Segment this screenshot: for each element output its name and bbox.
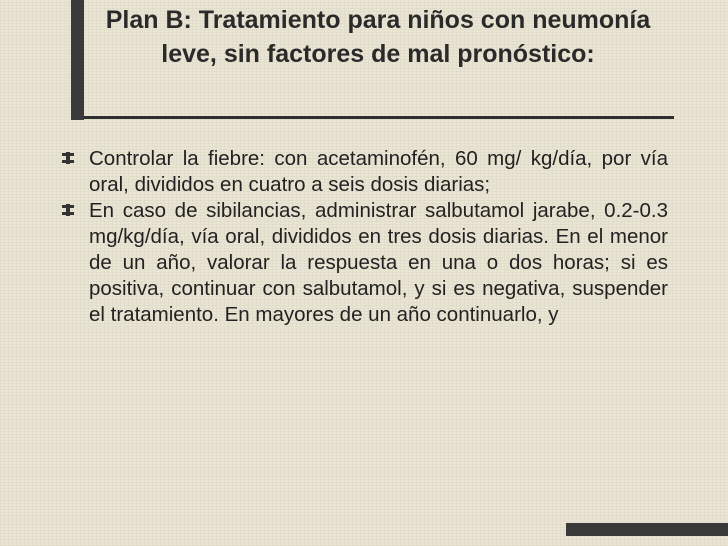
square-bullet-icon — [62, 204, 74, 216]
title-underline — [84, 116, 674, 119]
square-bullet-icon — [62, 152, 74, 164]
bullet-text-wheezing: En caso de sibilancias, administrar salbutamol jarabe, 0.2-0.3 mg/kg/día, vía oral, divididos en tres dosis diarias. En el menor de un año, valorar la respuesta en una o dos horas; si es positiva, continuar con salbutamol, y si es negativa, suspender el tratamiento. En mayores de un año continuarlo, y — [89, 199, 668, 326]
decorative-bottom-bar — [566, 523, 728, 536]
bullet-text-fever: Controlar la fiebre: con acetaminofén, 60 mg/ kg/día, por vía oral, divididos en cuatro a seis dosis diarias; — [89, 147, 668, 196]
slide-title: Plan B: Tratamiento para niños con neumonía leve, sin factores de mal pronóstico: — [105, 6, 651, 68]
bullet-item-wheezing — [62, 198, 668, 328]
bullet-list — [62, 146, 668, 328]
decorative-left-bar — [71, 0, 84, 120]
bullet-item-fever — [62, 146, 668, 198]
